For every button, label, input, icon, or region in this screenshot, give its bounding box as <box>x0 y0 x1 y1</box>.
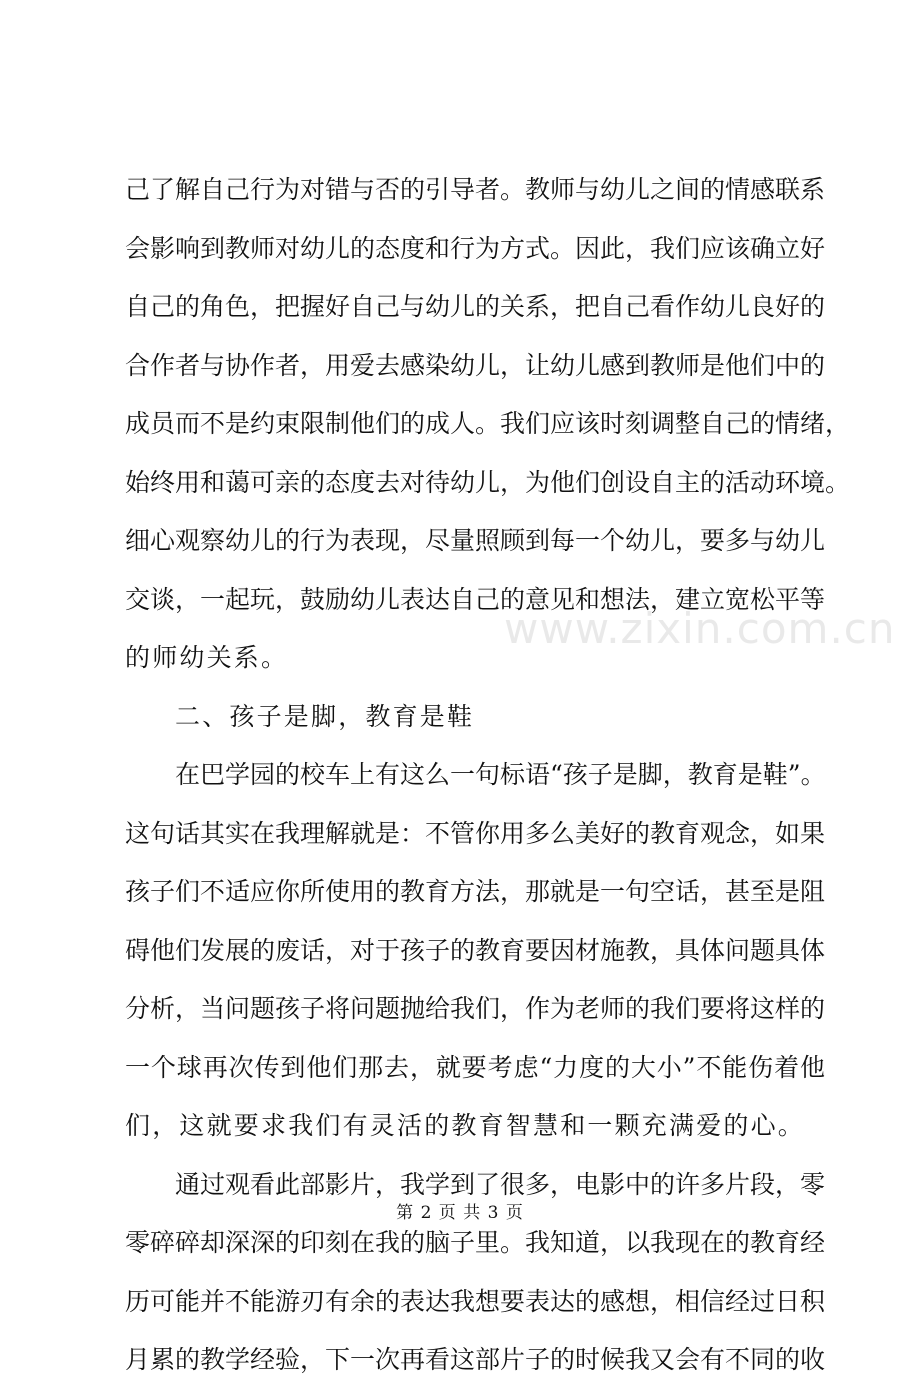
watermark-text: www.zixin.com.cn <box>504 604 896 653</box>
text-line: 己了解自己行为对错与否的引导者。教师与幼儿之间的情感联系 <box>125 175 826 204</box>
paragraph-first-line: 在巴学园的校车上有这么一句标语“孩子是脚，教育是鞋”。 <box>175 760 826 789</box>
text-line: 们，这就要求我们有灵活的教育智慧和一颗充满爱的心。 <box>125 1111 806 1140</box>
text-line: 合作者与协作者，用爱去感染幼儿，让幼儿感到教师是他们中的 <box>125 350 826 380</box>
text-line: 一个球再次传到他们那去，就要考虑“力度的大小”不能伤着他 <box>125 1052 825 1082</box>
text-line: 孩子们不适应你所使用的教育方法，那就是一句空话，甚至是阻 <box>125 877 826 906</box>
text-line: 的师幼关系。 <box>125 643 289 672</box>
text-line: 自己的角色，把握好自己与幼儿的关系，把自己看作幼儿良好的 <box>125 292 826 321</box>
text-line: 这句话其实在我理解就是：不管你用多么美好的教育观念，如果 <box>125 818 826 848</box>
text-line: 会影响到教师对幼儿的态度和行为方式。因此，我们应该确立好 <box>125 233 826 263</box>
page-footer: 第 2 页 共 3 页 <box>396 1203 524 1223</box>
text-line: 细心观察幼儿的行为表现，尽量照顾到每一个幼儿，要多与幼儿 <box>125 526 826 555</box>
text-line: 成员而不是约束限制他们的成人。我们应该时刻调整自己的情绪， <box>125 409 851 438</box>
text-line: 交谈，一起玩，鼓励幼儿表达自己的意见和想法，建立宽松平等 <box>125 584 826 614</box>
text-line: 碍他们发展的废话，对于孩子的教育要因材施教，具体问题具体 <box>125 935 826 965</box>
text-line: 零碎碎却深深的印刻在我的脑子里。我知道，以我现在的教育经 <box>125 1228 826 1257</box>
paragraph-first-line: 通过观看此部影片，我学到了很多，电影中的许多片段，零 <box>175 1169 826 1199</box>
text-line: 始终用和蔼可亲的态度去对待幼儿，为他们创设自主的活动环境。 <box>125 467 851 497</box>
text-line: 月累的教学经验，下一次再看这部片子的时候我又会有不同的收 <box>125 1345 826 1374</box>
text-line: 分析，当问题孩子将问题抛给我们，作为老师的我们要将这样的 <box>125 994 826 1023</box>
text-line: 历可能并不能游刃有余的表达我想要表达的感想，相信经过日积 <box>125 1286 826 1316</box>
section-heading: 二、孩子是脚，教育是鞋 <box>175 701 475 731</box>
